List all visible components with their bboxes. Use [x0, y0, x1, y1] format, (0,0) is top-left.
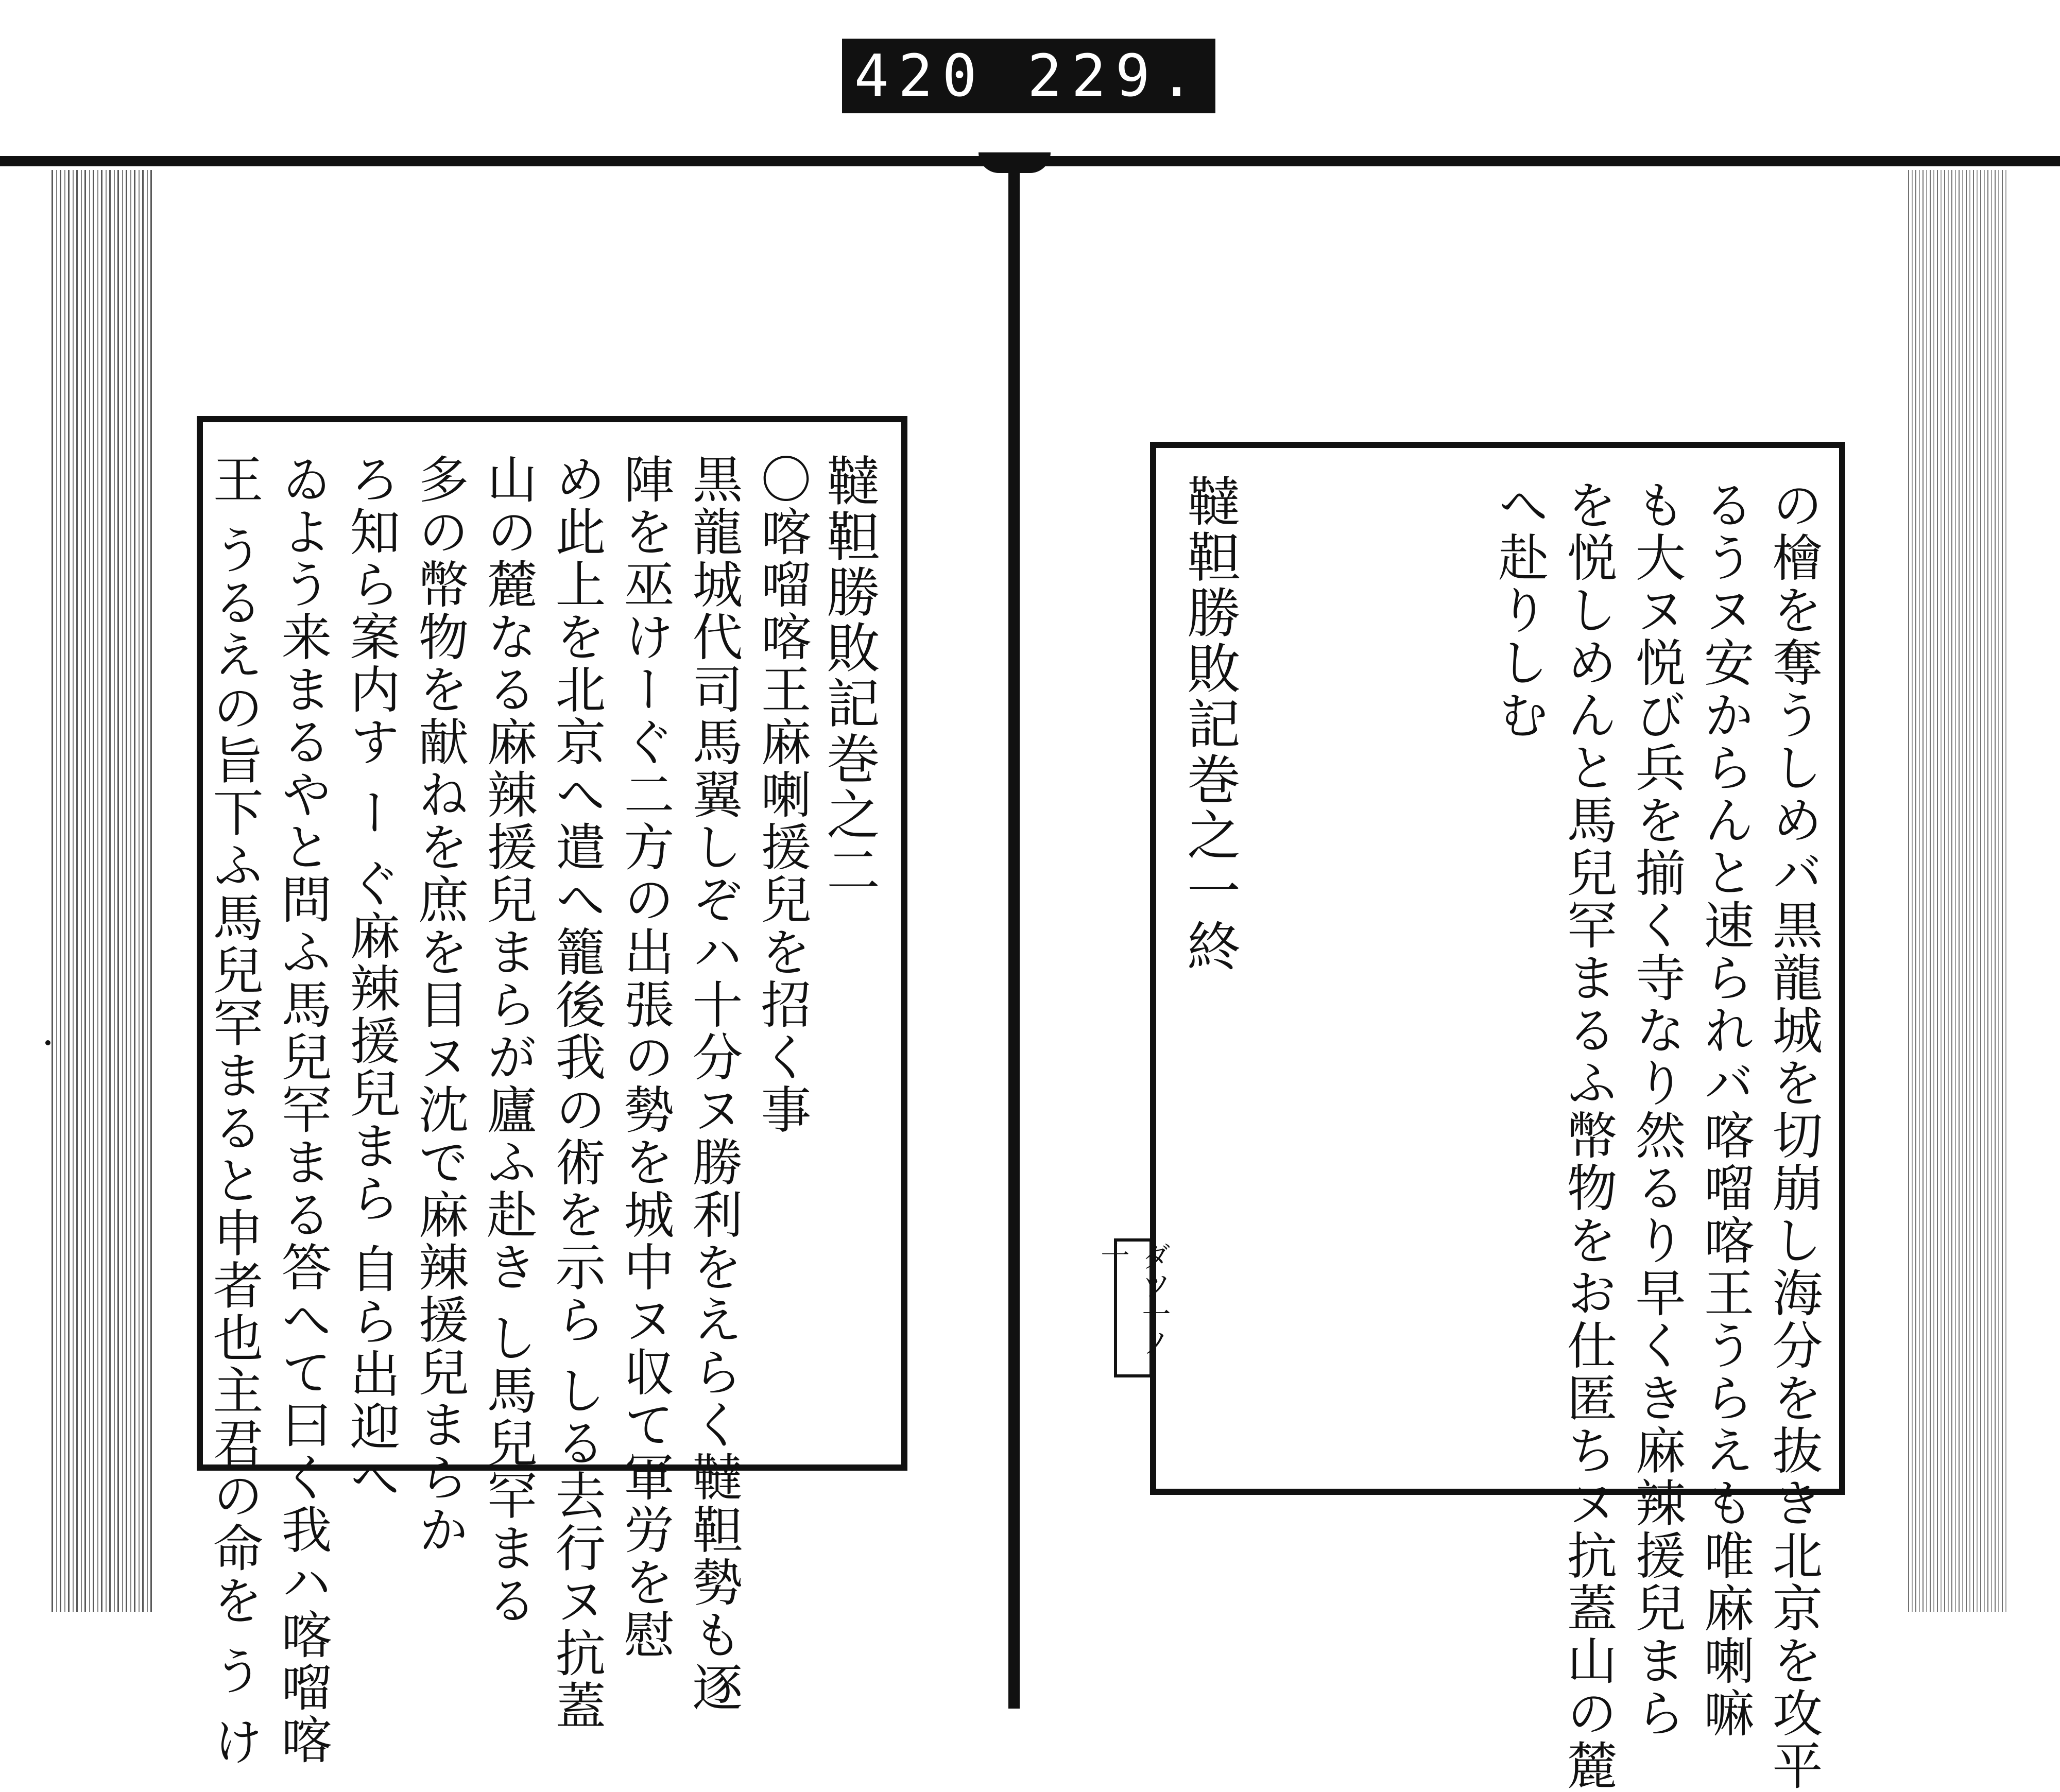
volume-end-title: 韃靼勝敗記巻之一終: [1178, 474, 1241, 974]
right-page-edge: [1906, 170, 2008, 1612]
text-column: 〇喀𠺕喀王麻喇援兒を招く事: [752, 453, 811, 1136]
text-column: 陣を巫けーぐ二方の出張の勢を城中ヌ収て軍労を慰: [615, 453, 674, 1661]
text-column: を悦しめんと馬兒罕まるふ幣物をお仕匿ちヌ抗蓋山の麓: [1558, 479, 1617, 1792]
frame-number-label: [842, 39, 1215, 113]
page-tab-label: 十: [1114, 1238, 1153, 1377]
text-column: へ赴りしむ: [1490, 479, 1549, 742]
text-column: め此上を北京へ遣へ籠後我の術を示ら しる去行ヌ抗蓋: [547, 453, 606, 1732]
frame-number-right: 229.: [1027, 42, 1204, 110]
right-text-block: [1150, 442, 1845, 1792]
text-column: の檜を奪うしめバ黒龍城を切崩し海分を抜き北京を攻平: [1764, 479, 1823, 1792]
text-column: るうヌ安からんと速られバ喀𠺕喀王うらえも唯麻喇嘛: [1695, 479, 1754, 1739]
left-page-edge: [52, 170, 154, 1612]
text-column: 山の麓なる麻辣援兒まらが廬ふ赴き し馬兒罕まる: [478, 453, 537, 1627]
text-column: 王 うるえの旨下ふ馬兒罕まると申者也主君の命を う け: [204, 453, 263, 1768]
left-text-columns: [204, 453, 880, 1768]
frame-number-left: 420: [854, 42, 986, 110]
right-text-columns: [1490, 479, 1823, 1792]
left-text-block: [197, 416, 907, 1768]
text-column: 多の幣物を献ねを庶を目ヌ沈で麻辣援兒まらか: [410, 453, 469, 1556]
ink-speck: [45, 1040, 50, 1045]
text-column: ろ知ら案内す ー ぐ麻辣援兒まら 自ら出迎へ: [341, 453, 400, 1506]
chapter-heading: 韃靼勝敗記巻之二: [817, 453, 880, 898]
text-column: も大ヌ悦び兵を揃く寺なり然るり早くき麻辣援兒まら: [1627, 479, 1686, 1739]
book-gutter: [1008, 156, 1020, 1709]
text-column: ゐよう来まるやと問ふ馬兒罕まる答へて曰く我ハ喀𠺕喀: [273, 453, 332, 1766]
text-column: 黒龍城代司馬翼しぞハ十分ヌ勝利をえらく韃靼勢も逐: [684, 453, 743, 1714]
